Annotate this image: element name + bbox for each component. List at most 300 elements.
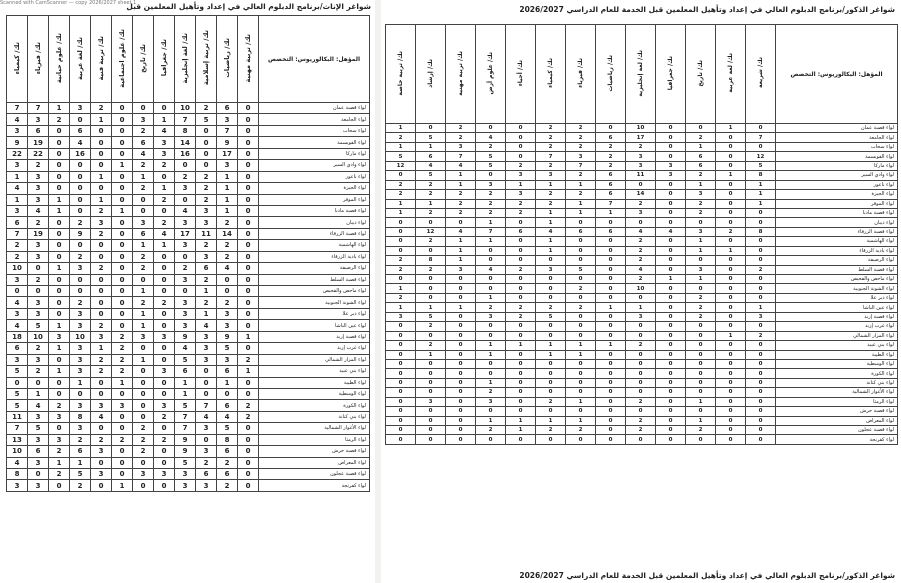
vacancy-count-cell: 2	[416, 180, 446, 189]
vacancy-count-cell: 0	[596, 218, 626, 227]
vacancy-count-cell: 0	[49, 388, 70, 399]
table-row	[386, 246, 898, 255]
vacancy-count-cell: 0	[656, 331, 686, 340]
vacancy-count-cell: 0	[112, 388, 133, 399]
vacancy-count-cell: 2	[536, 199, 566, 208]
table-row	[7, 148, 370, 159]
vacancy-count-cell: 0	[112, 457, 133, 468]
vacancy-count-cell: 3	[196, 251, 217, 262]
vacancy-count-cell: 1	[386, 199, 416, 208]
district-column-header: المؤهل: البكالوريوس: التخصص	[776, 25, 898, 124]
vacancy-count-cell: 3	[91, 400, 112, 411]
vacancy-count-cell: 1	[536, 180, 566, 189]
vacancy-count-cell: 3	[133, 114, 154, 125]
subject-column-label: تك/ لغة إنجليزية	[181, 32, 189, 84]
vacancy-count-cell: 0	[238, 137, 259, 148]
table-row	[386, 378, 898, 387]
vacancy-count-cell: 0	[536, 275, 566, 284]
vacancy-count-cell: 2	[70, 297, 91, 308]
vacancy-count-cell: 2	[716, 227, 746, 236]
district-name-cell: لواء غرب إربد	[776, 322, 898, 331]
vacancy-count-cell: 0	[566, 237, 596, 246]
vacancy-count-cell: 0	[386, 350, 416, 359]
vacancy-count-cell: 1	[446, 303, 476, 312]
vacancy-count-cell: 1	[566, 397, 596, 406]
vacancy-count-cell: 2	[626, 142, 656, 151]
vacancy-count-cell: 1	[446, 171, 476, 180]
vacancy-count-cell: 0	[656, 312, 686, 321]
vacancy-count-cell: 10	[626, 284, 656, 293]
vacancy-count-cell: 0	[91, 297, 112, 308]
vacancy-count-cell: 1	[596, 208, 626, 217]
vacancy-count-cell: 3	[28, 251, 49, 262]
vacancy-count-cell: 1	[91, 171, 112, 182]
vacancy-count-cell: 3	[49, 411, 70, 422]
vacancy-count-cell: 0	[196, 125, 217, 136]
vacancy-count-cell: 2	[476, 199, 506, 208]
vacancy-count-cell: 0	[217, 274, 238, 285]
vacancy-count-cell: 1	[154, 183, 175, 194]
vacancy-count-cell: 0	[506, 218, 536, 227]
vacancy-count-cell: 5	[28, 423, 49, 434]
vacancy-count-cell: 0	[238, 320, 259, 331]
vacancy-count-cell: 0	[112, 103, 133, 114]
vacancy-count-cell: 0	[626, 359, 656, 368]
district-name-cell: لواء الرصيفة	[259, 263, 370, 274]
vacancy-count-cell: 0	[112, 217, 133, 228]
vacancy-count-cell: 5	[7, 388, 28, 399]
table-row	[7, 286, 370, 297]
vacancy-count-cell: 0	[596, 124, 626, 133]
vacancy-count-cell: 0	[746, 208, 776, 217]
subject-column-label: تك/ تاريخ	[697, 59, 704, 87]
vacancy-count-cell: 1	[49, 320, 70, 331]
district-name-cell: لواء قصبة إربد	[776, 312, 898, 321]
vacancy-count-cell: 2	[686, 171, 716, 180]
vacancy-count-cell: 2	[112, 343, 133, 354]
vacancy-count-cell: 0	[133, 388, 154, 399]
vacancy-count-cell: 0	[133, 205, 154, 216]
vacancy-count-cell: 0	[154, 171, 175, 182]
vacancy-count-cell: 0	[626, 435, 656, 444]
vacancy-count-cell: 6	[217, 366, 238, 377]
district-name-cell: لواء قصبة الزرقاء	[776, 227, 898, 236]
vacancy-count-cell: 2	[386, 133, 416, 142]
vacancy-count-cell: 3	[28, 171, 49, 182]
vacancy-count-cell: 14	[626, 190, 656, 199]
vacancy-count-cell: 5	[566, 265, 596, 274]
vacancy-count-cell: 0	[386, 171, 416, 180]
vacancy-count-cell: 3	[175, 217, 196, 228]
vacancy-count-cell: 2	[196, 274, 217, 285]
vacancy-count-cell: 0	[49, 308, 70, 319]
subject-column-label: تك/ لغة إنجليزية	[637, 49, 644, 97]
vacancy-count-cell: 0	[656, 256, 686, 265]
vacancy-count-cell: 0	[476, 369, 506, 378]
vacancy-count-cell: 0	[716, 303, 746, 312]
vacancy-count-cell: 3	[70, 400, 91, 411]
vacancy-count-cell: 0	[49, 286, 70, 297]
vacancy-count-cell: 3	[28, 114, 49, 125]
subject-column-label: تك/ إرشاد	[427, 58, 434, 88]
vacancy-count-cell: 6	[70, 125, 91, 136]
vacancy-count-cell: 2	[154, 194, 175, 205]
subject-column-header	[566, 25, 596, 124]
vacancy-count-cell: 0	[536, 378, 566, 387]
subject-column-label: تك/ جغرافيا	[160, 39, 168, 77]
district-name-cell: لواء المزار الشمالي	[259, 354, 370, 365]
district-name-cell: لواء الجامعة	[776, 133, 898, 142]
vacancy-count-cell: 2	[626, 246, 656, 255]
vacancy-count-cell: 0	[386, 426, 416, 435]
vacancy-count-cell: 2	[506, 161, 536, 170]
vacancy-count-cell: 0	[196, 366, 217, 377]
vacancy-count-cell: 2	[217, 217, 238, 228]
vacancy-count-cell: 0	[506, 275, 536, 284]
vacancy-count-cell: 3	[217, 160, 238, 171]
vacancy-count-cell: 7	[175, 411, 196, 422]
vacancy-count-cell: 10	[28, 331, 49, 342]
table-row	[386, 312, 898, 321]
vacancy-count-cell: 3	[196, 205, 217, 216]
vacancy-count-cell: 1	[217, 183, 238, 194]
vacancy-count-cell: 14	[175, 137, 196, 148]
vacancy-count-cell: 3	[196, 480, 217, 491]
vacancy-count-cell: 2	[416, 208, 446, 217]
table-row	[386, 227, 898, 236]
vacancy-count-cell: 0	[49, 160, 70, 171]
district-name-cell: لواء قصبة السلط	[776, 265, 898, 274]
vacancy-count-cell: 1	[686, 237, 716, 246]
vacancy-count-cell: 0	[716, 341, 746, 350]
vacancy-count-cell: 0	[238, 388, 259, 399]
vacancy-count-cell: 0	[112, 251, 133, 262]
vacancy-count-cell: 0	[476, 359, 506, 368]
vacancy-count-cell: 2	[416, 265, 446, 274]
vacancy-count-cell: 4	[7, 114, 28, 125]
vacancy-count-cell: 6	[217, 400, 238, 411]
district-name-cell: لواء دير علا	[259, 308, 370, 319]
vacancy-count-cell: 0	[49, 228, 70, 239]
vacancy-count-cell: 2	[506, 303, 536, 312]
vacancy-count-cell: 0	[70, 286, 91, 297]
vacancy-count-cell: 2	[91, 103, 112, 114]
subject-column-label: تك/ رياضيات	[223, 38, 231, 78]
vacancy-count-cell: 2	[686, 293, 716, 302]
vacancy-count-cell: 2	[626, 397, 656, 406]
district-name-cell: لواء بادية الزرقاء	[776, 246, 898, 255]
left-title: شواغر الإناث/برنامج الدبلوم العالي في إعداد وتأهيل المعلمين قبل	[126, 2, 371, 11]
vacancy-count-cell: 5	[7, 366, 28, 377]
vacancy-count-cell: 0	[476, 171, 506, 180]
vacancy-count-cell: 0	[49, 217, 70, 228]
vacancy-count-cell: 2	[536, 161, 566, 170]
vacancy-count-cell: 0	[238, 457, 259, 468]
subject-column-label: تك/ جغرافيا	[667, 55, 674, 91]
vacancy-count-cell: 3	[175, 469, 196, 480]
vacancy-count-cell: 0	[716, 293, 746, 302]
vacancy-count-cell: 3	[506, 190, 536, 199]
vacancy-count-cell: 0	[91, 160, 112, 171]
vacancy-count-cell: 2	[626, 275, 656, 284]
subject-column-header	[506, 25, 536, 124]
vacancy-count-cell: 4	[656, 227, 686, 236]
vacancy-count-cell: 2	[746, 265, 776, 274]
vacancy-count-cell: 4	[416, 161, 446, 170]
vacancy-count-cell: 1	[49, 366, 70, 377]
vacancy-count-cell: 0	[112, 263, 133, 274]
vacancy-count-cell: 4	[70, 137, 91, 148]
vacancy-count-cell: 0	[746, 407, 776, 416]
vacancy-count-cell: 0	[506, 331, 536, 340]
vacancy-count-cell: 0	[506, 359, 536, 368]
vacancy-count-cell: 3	[70, 308, 91, 319]
table-row	[386, 190, 898, 199]
vacancy-count-cell: 0	[112, 171, 133, 182]
vacancy-count-cell: 0	[566, 407, 596, 416]
vacancy-count-cell: 0	[506, 378, 536, 387]
vacancy-count-cell: 0	[133, 400, 154, 411]
subject-column-header	[133, 16, 154, 103]
vacancy-count-cell: 2	[626, 199, 656, 208]
vacancy-count-cell: 0	[626, 218, 656, 227]
vacancy-count-cell: 3	[416, 397, 446, 406]
vacancy-count-cell: 0	[238, 446, 259, 457]
vacancy-count-cell: 2	[686, 312, 716, 321]
right-title: شواغر الذكور/برنامج الدبلوم العالي في إعداد وتأهيل المعلمين قبل الخدمة للعام الدراسي 2026/2027	[519, 5, 895, 14]
vacancy-count-cell: 0	[566, 275, 596, 284]
vacancy-count-cell: 0	[656, 426, 686, 435]
vacancy-count-cell: 0	[626, 180, 656, 189]
vacancy-count-cell: 0	[154, 251, 175, 262]
vacancy-count-cell: 3	[154, 148, 175, 159]
vacancy-count-cell: 2	[476, 190, 506, 199]
vacancy-count-cell: 6	[175, 366, 196, 377]
vacancy-count-cell: 0	[746, 350, 776, 359]
district-name-cell: لواء المعراض	[259, 457, 370, 468]
vacancy-count-cell: 6	[217, 103, 238, 114]
vacancy-count-cell: 0	[746, 426, 776, 435]
vacancy-count-cell: 0	[446, 388, 476, 397]
vacancy-count-cell: 0	[746, 256, 776, 265]
vacancy-count-cell: 0	[626, 293, 656, 302]
left-footer: Scanned with CamScanner — copy 2026/2027 sheet 1	[0, 0, 137, 6]
vacancy-count-cell: 0	[476, 124, 506, 133]
vacancy-count-cell: 0	[506, 152, 536, 161]
vacancy-count-cell: 2	[112, 434, 133, 445]
vacancy-count-cell: 2	[133, 423, 154, 434]
vacancy-count-cell: 0	[596, 359, 626, 368]
vacancy-count-cell: 3	[175, 297, 196, 308]
vacancy-count-cell: 1	[446, 237, 476, 246]
vacancy-count-cell: 0	[416, 369, 446, 378]
vacancy-count-cell: 2	[506, 199, 536, 208]
vacancy-count-cell: 1	[7, 194, 28, 205]
table-row	[7, 228, 370, 239]
table-row	[386, 293, 898, 302]
table-row	[7, 434, 370, 445]
vacancy-count-cell: 1	[476, 237, 506, 246]
vacancy-count-cell: 0	[133, 194, 154, 205]
table-row	[386, 133, 898, 142]
vacancy-count-cell: 0	[506, 124, 536, 133]
vacancy-count-cell: 12	[416, 227, 446, 236]
district-name-cell: لواء بني عبيد	[259, 366, 370, 377]
vacancy-count-cell: 1	[536, 208, 566, 217]
vacancy-count-cell: 0	[536, 331, 566, 340]
vacancy-count-cell: 7	[596, 199, 626, 208]
vacancy-count-cell: 2	[626, 237, 656, 246]
vacancy-count-cell: 3	[49, 331, 70, 342]
vacancy-count-cell: 0	[386, 407, 416, 416]
right-table-body	[386, 124, 898, 445]
vacancy-count-cell: 0	[238, 228, 259, 239]
vacancy-count-cell: 3	[28, 457, 49, 468]
vacancy-count-cell: 1	[536, 237, 566, 246]
vacancy-count-cell: 3	[7, 274, 28, 285]
vacancy-count-cell: 0	[154, 423, 175, 434]
vacancy-count-cell: 2	[196, 171, 217, 182]
vacancy-count-cell: 0	[536, 256, 566, 265]
vacancy-count-cell: 0	[112, 423, 133, 434]
table-row	[386, 237, 898, 246]
table-row	[7, 377, 370, 388]
vacancy-count-cell: 6	[28, 446, 49, 457]
vacancy-count-cell: 17	[217, 148, 238, 159]
vacancy-count-cell: 0	[506, 388, 536, 397]
district-name-cell: لواء قصبة عجلون	[776, 426, 898, 435]
vacancy-count-cell: 0	[716, 161, 746, 170]
district-name-cell: لواء وادي السير	[776, 171, 898, 180]
vacancy-count-cell: 0	[566, 331, 596, 340]
table-row	[7, 160, 370, 171]
subject-column-label: تك/ فيزياء	[34, 41, 42, 75]
vacancy-count-cell: 4	[196, 320, 217, 331]
subject-column-header	[196, 16, 217, 103]
vacancy-count-cell: 2	[536, 190, 566, 199]
vacancy-count-cell: 3	[112, 400, 133, 411]
vacancy-count-cell: 1	[217, 377, 238, 388]
district-name-cell: لواء الوسطية	[259, 388, 370, 399]
vacancy-count-cell: 0	[112, 320, 133, 331]
vacancy-count-cell: 0	[446, 218, 476, 227]
vacancy-count-cell: 1	[566, 180, 596, 189]
vacancy-count-cell: 6	[686, 152, 716, 161]
vacancy-count-cell: 0	[154, 343, 175, 354]
vacancy-count-cell: 0	[49, 480, 70, 491]
vacancy-count-cell: 2	[386, 190, 416, 199]
vacancy-count-cell: 0	[716, 416, 746, 425]
vacancy-count-cell: 3	[446, 142, 476, 151]
vacancy-count-cell: 0	[746, 369, 776, 378]
vacancy-count-cell: 0	[133, 274, 154, 285]
vacancy-count-cell: 0	[566, 378, 596, 387]
table-row	[386, 388, 898, 397]
district-name-cell: لواء ناعور	[776, 180, 898, 189]
table-row	[7, 388, 370, 399]
subject-column-label: تك/ علوم اجتماعية	[118, 28, 126, 88]
vacancy-count-cell: 0	[49, 423, 70, 434]
subject-column-header	[154, 16, 175, 103]
vacancy-count-cell: 0	[596, 293, 626, 302]
vacancy-count-cell: 0	[70, 205, 91, 216]
vacancy-count-cell: 1	[91, 194, 112, 205]
subject-column-header	[536, 25, 566, 124]
vacancy-count-cell: 3	[386, 312, 416, 321]
vacancy-count-cell: 10	[70, 331, 91, 342]
vacancy-count-cell: 5	[70, 469, 91, 480]
vacancy-count-cell: 2	[154, 217, 175, 228]
vacancy-count-cell: 9	[175, 434, 196, 445]
subject-column-header	[28, 16, 49, 103]
vacancy-count-cell: 0	[217, 388, 238, 399]
vacancy-count-cell: 0	[446, 322, 476, 331]
vacancy-count-cell: 2	[7, 251, 28, 262]
vacancy-count-cell: 5	[746, 161, 776, 170]
district-name-cell: لواء الرمثا	[259, 434, 370, 445]
vacancy-count-cell: 2	[596, 161, 626, 170]
vacancy-count-cell: 4	[446, 227, 476, 236]
vacancy-count-cell: 4	[476, 265, 506, 274]
vacancy-count-cell: 0	[746, 142, 776, 151]
vacancy-count-cell: 0	[566, 359, 596, 368]
vacancy-count-cell: 0	[416, 435, 446, 444]
vacancy-count-cell: 2	[446, 124, 476, 133]
district-name-cell: لواء غرب إربد	[259, 343, 370, 354]
vacancy-count-cell: 4	[217, 263, 238, 274]
vacancy-count-cell: 0	[596, 388, 626, 397]
vacancy-count-cell: 0	[536, 284, 566, 293]
table-row	[386, 218, 898, 227]
district-name-cell: لواء الشونة الجنوبية	[776, 284, 898, 293]
table-row	[7, 103, 370, 114]
vacancy-count-cell: 3	[7, 125, 28, 136]
vacancy-count-cell: 1	[70, 377, 91, 388]
vacancy-count-cell: 0	[716, 407, 746, 416]
subject-column-label: تك/ لغة عربية	[76, 36, 84, 80]
vacancy-count-cell: 3	[28, 480, 49, 491]
vacancy-count-cell: 5	[217, 343, 238, 354]
table-row	[386, 303, 898, 312]
vacancy-count-cell: 3	[196, 354, 217, 365]
vacancy-count-cell: 0	[154, 205, 175, 216]
vacancy-count-cell: 0	[506, 322, 536, 331]
vacancy-count-cell: 1	[536, 341, 566, 350]
vacancy-count-cell: 2	[476, 142, 506, 151]
vacancy-count-cell: 2	[133, 251, 154, 262]
district-name-cell: لواء ذيبان	[259, 217, 370, 228]
vacancy-count-cell: 0	[746, 218, 776, 227]
vacancy-count-cell: 0	[596, 416, 626, 425]
vacancy-count-cell: 0	[656, 284, 686, 293]
vacancy-count-cell: 0	[49, 377, 70, 388]
district-name-cell: لواء الأغوار الشمالية	[259, 423, 370, 434]
vacancy-count-cell: 0	[686, 369, 716, 378]
vacancy-count-cell: 0	[656, 152, 686, 161]
vacancy-count-cell: 0	[386, 218, 416, 227]
vacancy-count-cell: 0	[656, 218, 686, 227]
vacancy-count-cell: 2	[28, 366, 49, 377]
vacancy-count-cell: 1	[386, 303, 416, 312]
vacancy-count-cell: 1	[716, 246, 746, 255]
vacancy-count-cell: 1	[91, 343, 112, 354]
vacancy-count-cell: 4	[154, 125, 175, 136]
vacancy-count-cell: 2	[238, 411, 259, 422]
vacancy-count-cell: 0	[536, 407, 566, 416]
subject-column-header	[686, 25, 716, 124]
vacancy-count-cell: 0	[49, 251, 70, 262]
vacancy-count-cell: 1	[476, 218, 506, 227]
